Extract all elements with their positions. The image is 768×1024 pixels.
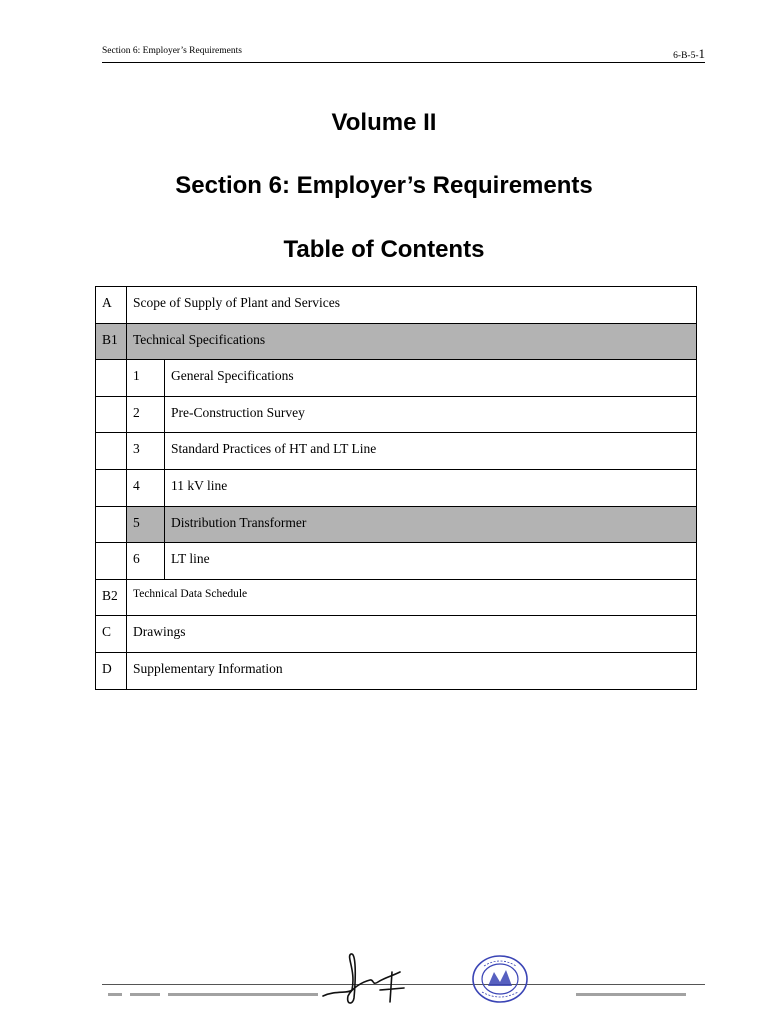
toc-sub-label: Pre-Construction Survey	[165, 396, 697, 433]
toc-table	[95, 286, 697, 690]
toc-code: A	[96, 287, 127, 324]
toc-subrow	[96, 433, 697, 470]
toc-blank-cell	[96, 433, 127, 470]
toc-label: Drawings	[127, 616, 697, 653]
footer-blurred-text	[168, 993, 318, 996]
volume-title: Volume II	[331, 109, 437, 136]
footer-blurred-text	[130, 993, 160, 996]
toc-row-a	[96, 287, 697, 324]
toc-sub-num: 1	[127, 360, 165, 397]
toc-sub-label: Distribution Transformer	[165, 506, 697, 543]
toc-sub-label: LT line	[165, 543, 697, 580]
toc-label: Scope of Supply of Plant and Services	[127, 287, 697, 324]
header-page-number	[673, 46, 705, 62]
toc-subrow	[96, 543, 697, 580]
toc-subrow-highlighted	[96, 506, 697, 543]
toc-code: C	[96, 616, 127, 653]
toc-code: B1	[96, 323, 127, 360]
footer-blurred-text	[576, 993, 686, 996]
toc-blank-cell	[96, 360, 127, 397]
toc-blank-cell	[96, 469, 127, 506]
toc-blank-cell	[96, 506, 127, 543]
signature-icon	[318, 950, 418, 1010]
toc-row-d	[96, 652, 697, 689]
toc-row-c	[96, 616, 697, 653]
toc-subrow	[96, 469, 697, 506]
toc-sub-label: General Specifications	[165, 360, 697, 397]
toc-code: D	[96, 652, 127, 689]
toc-sub-num: 4	[127, 469, 165, 506]
page-prefix: 6-B-5-	[673, 51, 699, 61]
header-section-title: Section 6: Employer’s Requirements	[102, 46, 242, 56]
toc-label: Supplementary Information	[127, 652, 697, 689]
toc-sub-label: Standard Practices of HT and LT Line	[165, 433, 697, 470]
page-number: 1	[698, 46, 705, 61]
section-title: Section 6: Employer’s Requirements	[175, 172, 593, 199]
page-header	[102, 44, 705, 63]
toc-subrow	[96, 396, 697, 433]
toc-sub-label: 11 kV line	[165, 469, 697, 506]
toc-blank-cell	[96, 396, 127, 433]
toc-sub-num: 3	[127, 433, 165, 470]
toc-blank-cell	[96, 543, 127, 580]
footer-blurred-text	[108, 993, 122, 996]
toc-sub-num: 2	[127, 396, 165, 433]
toc-label: Technical Specifications	[127, 323, 697, 360]
toc-code: B2	[96, 579, 127, 616]
toc-label: Technical Data Schedule	[127, 579, 697, 616]
organization-seal-icon	[470, 954, 530, 1004]
toc-title: Table of Contents	[283, 236, 485, 263]
toc-sub-num: 5	[127, 506, 165, 543]
toc-sub-num: 6	[127, 543, 165, 580]
toc-subrow	[96, 360, 697, 397]
toc-row-b2	[96, 579, 697, 616]
toc-row-b1	[96, 323, 697, 360]
